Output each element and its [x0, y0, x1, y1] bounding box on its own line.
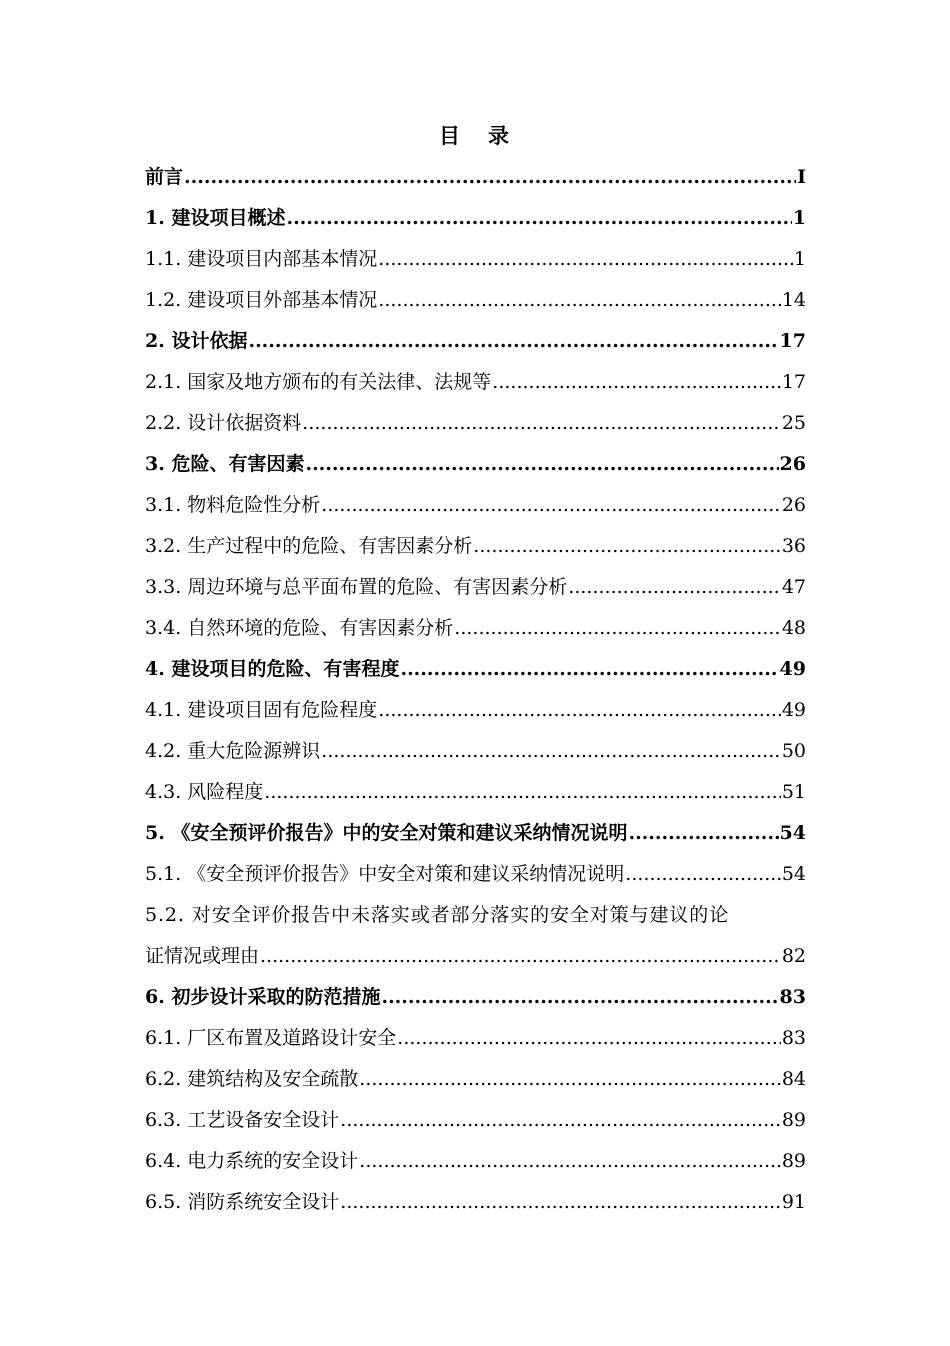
toc-page-number: 36 [781, 535, 806, 557]
toc-dot-leader [340, 1100, 781, 1141]
toc-page-number: 83 [781, 1027, 806, 1049]
toc-dot-leader [454, 608, 781, 649]
toc-page-number: 89 [781, 1109, 806, 1131]
toc-entry[interactable] [145, 321, 806, 362]
toc-entry-wrapped-line[interactable]: 5.2. 对安全评价报告中未落实或者部分落实的安全对策与建议的论 [145, 904, 730, 926]
toc-entry[interactable] [145, 567, 806, 608]
toc-page-number: 14 [781, 289, 806, 311]
toc-page-number: 51 [781, 781, 806, 803]
toc-dot-leader [628, 813, 778, 854]
toc-page-number: 83 [779, 986, 806, 1008]
toc-dot-leader [381, 977, 778, 1018]
toc-page-number: 84 [781, 1068, 806, 1090]
toc-entry-label: 3.1. 物料危险性分析 [145, 494, 321, 516]
toc-entry[interactable] [145, 772, 806, 813]
toc-entry-label: 前言 [145, 166, 184, 188]
toc-entry-label: 3.3. 周边环境与总平面布置的危险、有害因素分析 [145, 576, 568, 598]
toc-dot-leader [248, 321, 778, 362]
toc-dot-leader [302, 403, 781, 444]
toc-entry-label: 2.2. 设计依据资料 [145, 412, 302, 434]
toc-dot-leader [625, 854, 781, 895]
toc-page-number: 17 [781, 371, 806, 393]
toc-dot-leader [378, 690, 781, 731]
toc-entry[interactable] [145, 1059, 806, 1100]
toc-entry-label: 4.2. 重大危险源辨识 [145, 740, 321, 762]
toc-entry-label: 4. 建设项目的危险、有害程度 [145, 658, 400, 680]
toc-dot-leader [400, 649, 778, 690]
toc-entry[interactable] [145, 731, 806, 772]
toc-dot-leader [321, 731, 781, 772]
toc-page-number: 26 [779, 453, 806, 475]
toc-entry-label: 3.2. 生产过程中的危险、有害因素分析 [145, 535, 473, 557]
toc-entry-label: 2.1. 国家及地方颁布的有关法律、法规等 [145, 371, 492, 393]
toc-entry-label: 1.1. 建设项目内部基本情况 [145, 248, 378, 270]
toc-entry-label: 6.4. 电力系统的安全设计 [145, 1150, 359, 1172]
toc-entry[interactable] [145, 485, 806, 526]
toc-page-number: 25 [781, 412, 806, 434]
toc-entry[interactable] [145, 813, 806, 854]
toc-page-number: I [797, 166, 806, 188]
toc-dot-leader [359, 1059, 781, 1100]
toc-entry[interactable] [145, 444, 806, 485]
toc-dot-leader [492, 362, 781, 403]
toc-entry-label: 5. 《安全预评价报告》中的安全对策和建议采纳情况说明 [145, 822, 628, 844]
toc-dot-leader [286, 198, 791, 239]
toc-entry[interactable] [145, 362, 806, 403]
toc-page-number: 82 [781, 945, 806, 967]
toc-entry[interactable] [145, 1018, 806, 1059]
toc-dot-leader [397, 1018, 781, 1059]
toc-dot-leader [473, 526, 781, 567]
toc-entry[interactable] [145, 649, 806, 690]
toc-dot-leader [378, 239, 793, 280]
toc-entry[interactable] [145, 977, 806, 1018]
toc-list [145, 157, 806, 1223]
toc-entry[interactable] [145, 936, 806, 977]
toc-entry-label: 3. 危险、有害因素 [145, 453, 305, 475]
toc-entry[interactable] [145, 608, 806, 649]
toc-entry[interactable] [145, 1141, 806, 1182]
toc-title-right: 录 [488, 123, 511, 148]
toc-dot-leader [305, 444, 778, 485]
toc-entry-label: 1.2. 建设项目外部基本情况 [145, 289, 378, 311]
toc-title-left: 目 [439, 123, 462, 148]
toc-entry[interactable] [145, 403, 806, 444]
toc-dot-leader [264, 772, 781, 813]
toc-entry[interactable] [145, 280, 806, 321]
toc-entry-label: 5.1. 《安全预评价报告》中安全对策和建议采纳情况说明 [145, 863, 625, 885]
toc-dot-leader [568, 567, 781, 608]
toc-dot-leader [184, 157, 796, 198]
toc-page-number: 89 [781, 1150, 806, 1172]
toc-entry-label: 证情况或理由 [145, 945, 260, 967]
toc-entry-label: 6.2. 建筑结构及安全疏散 [145, 1068, 359, 1090]
toc-page-number: 1 [793, 248, 806, 270]
toc-page-number: 48 [781, 617, 806, 639]
toc-title [0, 120, 950, 150]
toc-page-number: 91 [781, 1191, 806, 1213]
toc-entry-label: 6.3. 工艺设备安全设计 [145, 1109, 340, 1131]
toc-entry[interactable] [145, 854, 806, 895]
toc-entry-label: 6.5. 消防系统安全设计 [145, 1191, 340, 1213]
toc-entry[interactable] [145, 690, 806, 731]
toc-dot-leader [359, 1141, 781, 1182]
toc-entry[interactable] [145, 198, 806, 239]
toc-page-number: 17 [779, 330, 806, 352]
toc-entry[interactable] [145, 1100, 806, 1141]
toc-entry-label: 4.1. 建设项目固有危险程度 [145, 699, 378, 721]
toc-dot-leader [340, 1182, 781, 1223]
toc-dot-leader [378, 280, 781, 321]
toc-page-number: 49 [779, 658, 806, 680]
toc-entry-label: 4.3. 风险程度 [145, 781, 264, 803]
toc-entry-label: 6.1. 厂区布置及道路设计安全 [145, 1027, 397, 1049]
toc-page-number: 47 [781, 576, 806, 598]
toc-dot-leader [260, 936, 781, 977]
toc-page-number: 26 [781, 494, 806, 516]
toc-page-number: 54 [781, 863, 806, 885]
toc-page-number: 49 [781, 699, 806, 721]
toc-entry[interactable] [145, 239, 806, 280]
toc-page-number: 1 [792, 207, 806, 229]
toc-dot-leader [321, 485, 781, 526]
toc-entry-label: 1. 建设项目概述 [145, 207, 286, 229]
toc-entry-label: 6. 初步设计采取的防范措施 [145, 986, 381, 1008]
toc-page-number: 50 [781, 740, 806, 762]
toc-entry[interactable] [145, 526, 806, 567]
toc-entry-label: 3.4. 自然环境的危险、有害因素分析 [145, 617, 454, 639]
toc-entry-label: 2. 设计依据 [145, 330, 248, 352]
toc-entry[interactable] [145, 157, 806, 198]
toc-entry[interactable] [145, 1182, 806, 1223]
toc-page-number: 54 [779, 822, 806, 844]
